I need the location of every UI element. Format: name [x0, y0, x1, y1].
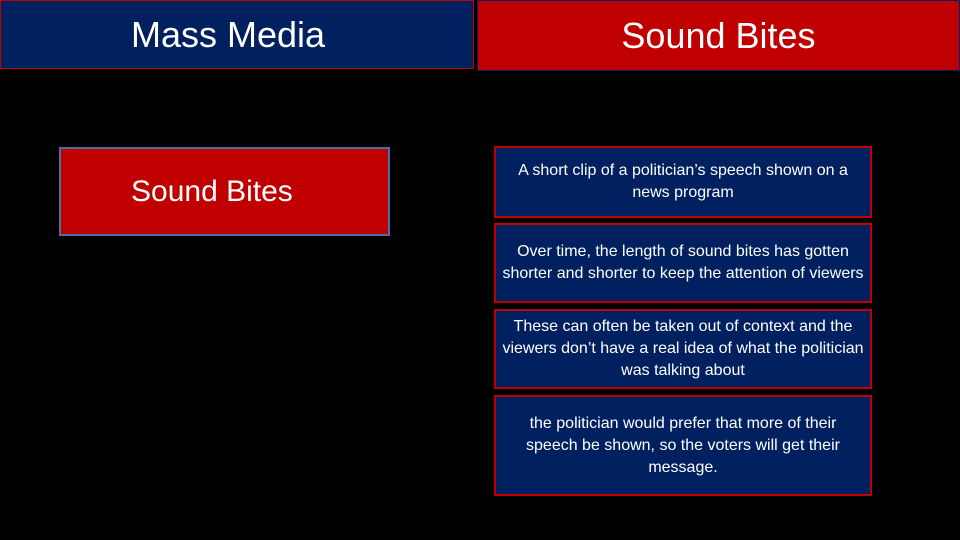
- header-mass-media: [0, 0, 474, 69]
- fact-text: These can often be taken out of context and the viewers don’t have a real idea of what the politician was talking about: [502, 318, 864, 379]
- topic-label: Sound Bites: [131, 174, 293, 208]
- header-sound-bites: [477, 0, 960, 71]
- fact-box-shorter: [494, 223, 872, 303]
- header-sound-bites-title: Sound Bites: [621, 14, 816, 56]
- fact-text: A short clip of a politician’s speech shown on a news program: [518, 162, 848, 201]
- fact-text: Over time, the length of sound bites has gotten shorter and shorter to keep the attention of viewers: [502, 243, 864, 282]
- fact-text: the politician would prefer that more of their speech be shown, so the voters will get their message.: [526, 414, 840, 476]
- topic-sound-bites-box: [59, 147, 390, 236]
- fact-box-politician-preference: [494, 395, 872, 496]
- fact-box-definition: [494, 146, 872, 218]
- fact-box-context: [494, 309, 872, 389]
- header-mass-media-title: Mass Media: [131, 13, 326, 55]
